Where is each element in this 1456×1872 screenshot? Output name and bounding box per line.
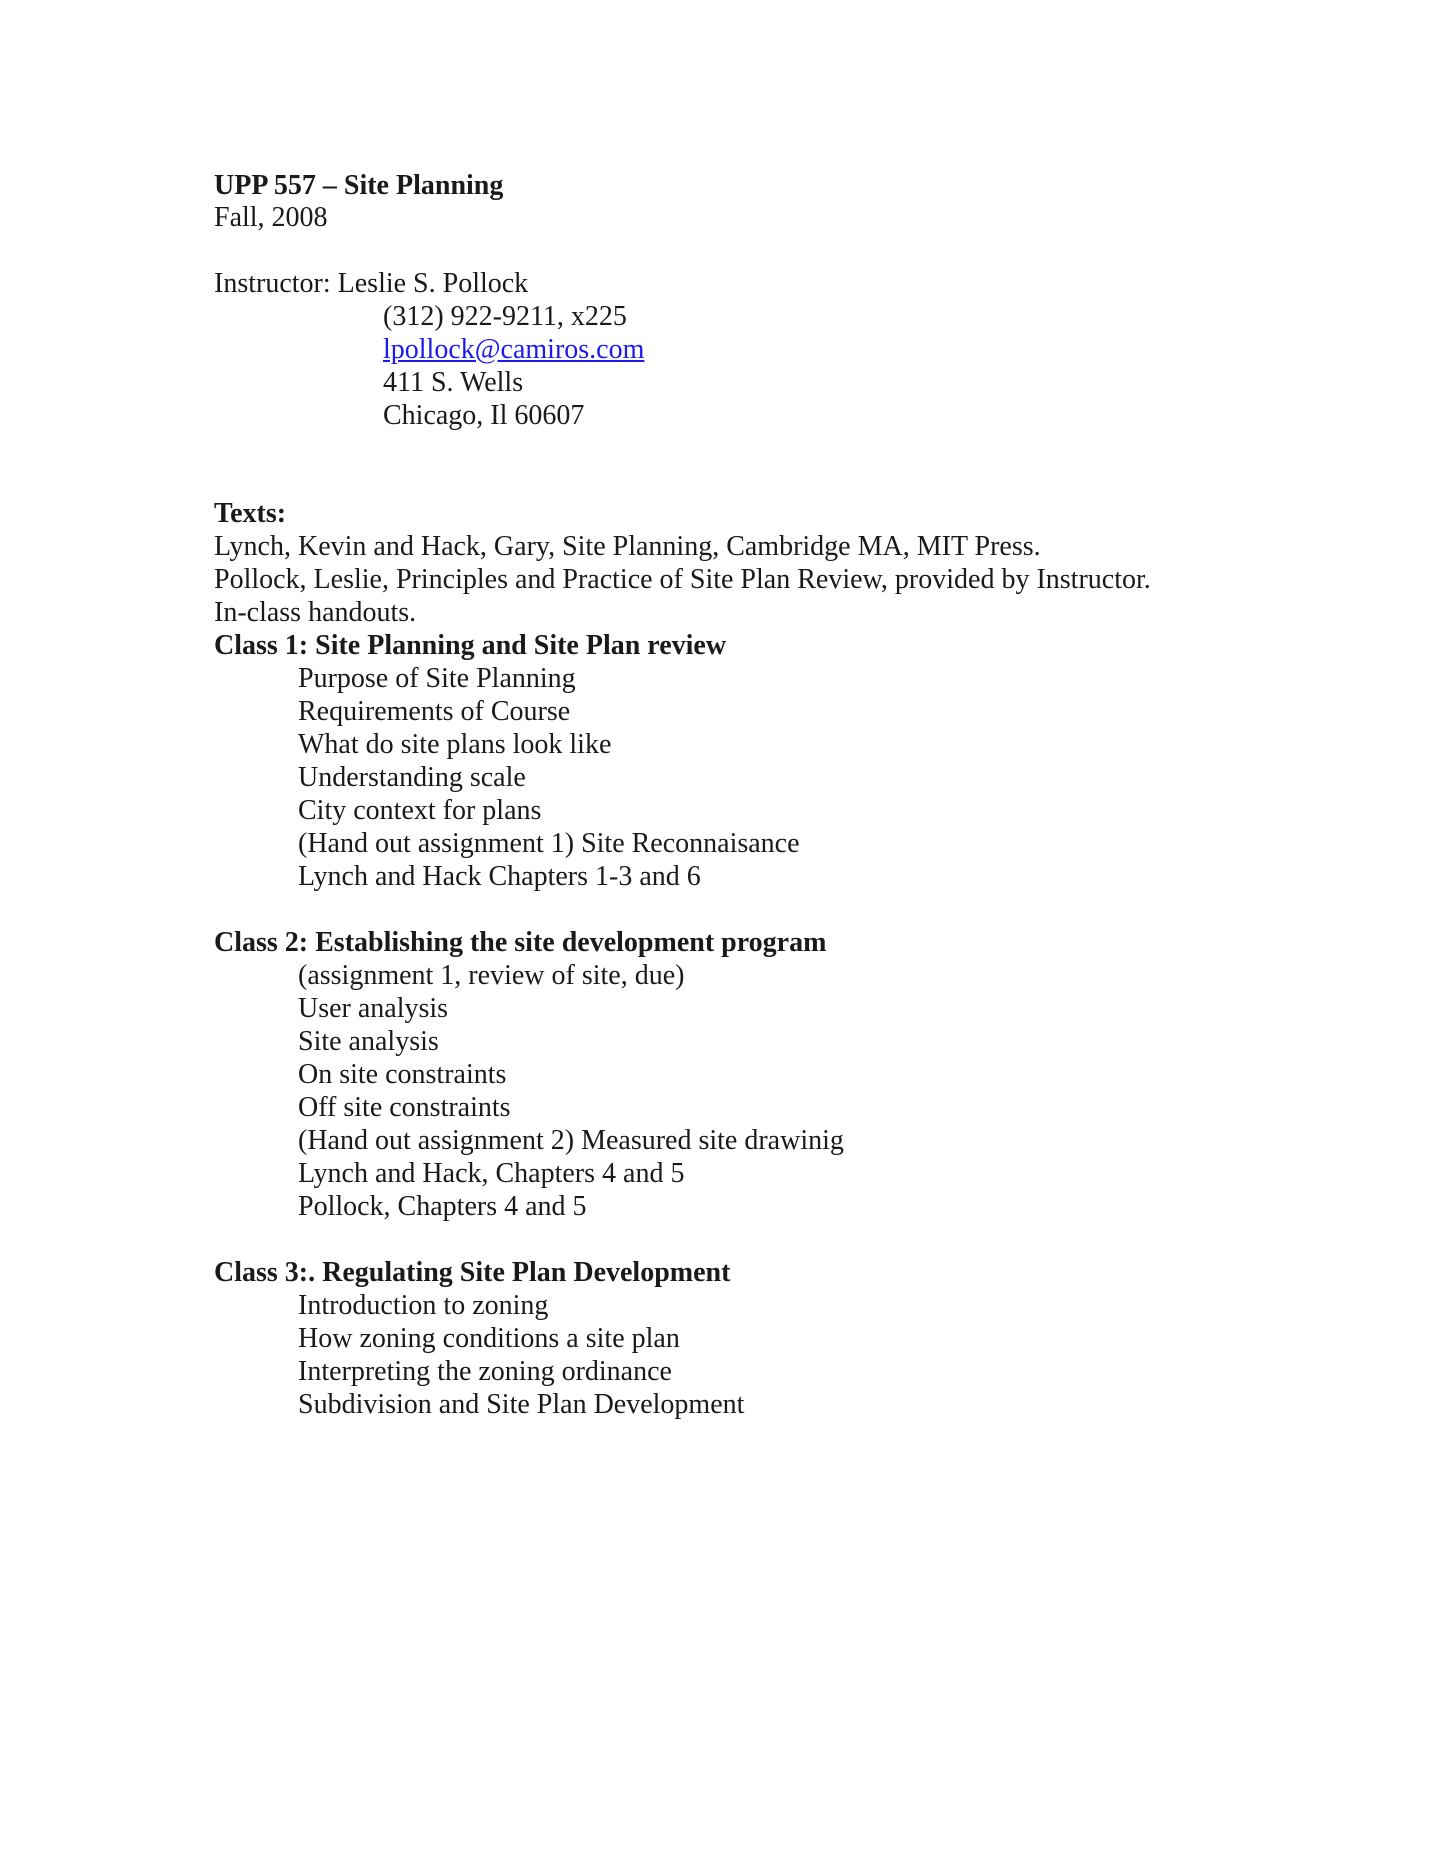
class-topic: Requirements of Course <box>298 696 571 727</box>
class-heading: Class 1: Site Planning and Site Plan review <box>214 630 727 661</box>
class-heading: Class 3:. Regulating Site Plan Development <box>214 1257 731 1288</box>
class-topic: Interpreting the zoning ordinance <box>298 1356 672 1387</box>
class-topic: Off site constraints <box>298 1092 511 1123</box>
class-topic: Understanding scale <box>298 762 526 793</box>
text-item: In-class handouts. <box>214 597 417 628</box>
class-topic: Pollock, Chapters 4 and 5 <box>298 1191 587 1222</box>
class-heading: Class 2: Establishing the site development program <box>214 927 827 958</box>
class-topic: (assignment 1, review of site, due) <box>298 960 685 991</box>
course-title: UPP 557 – Site Planning <box>214 170 504 201</box>
text-item: Lynch, Kevin and Hack, Gary, Site Planning, Cambridge MA, MIT Press. <box>214 531 1041 562</box>
class-topic: Lynch and Hack Chapters 1-3 and 6 <box>298 861 701 892</box>
class-topic: Lynch and Hack, Chapters 4 and 5 <box>298 1158 685 1189</box>
class-topic: Introduction to zoning <box>298 1290 549 1321</box>
texts-heading: Texts: <box>214 498 287 529</box>
class-topic: (Hand out assignment 1) Site Reconnaisance <box>298 828 800 859</box>
class-topic: Subdivision and Site Plan Development <box>298 1389 745 1420</box>
term: Fall, 2008 <box>214 202 328 233</box>
text-item: Pollock, Leslie, Principles and Practice of Site Plan Review, provided by Instructor. <box>214 564 1151 595</box>
instructor-city: Chicago, Il 60607 <box>383 400 585 431</box>
class-topic: City context for plans <box>298 795 542 826</box>
class-topic: What do site plans look like <box>298 729 612 760</box>
class-topic: User analysis <box>298 993 449 1024</box>
instructor-name: Instructor: Leslie S. Pollock <box>214 268 529 299</box>
class-topic: (Hand out assignment 2) Measured site drawinig <box>298 1125 844 1156</box>
instructor-phone: (312) 922-9211, x225 <box>383 301 627 332</box>
class-topic: On site constraints <box>298 1059 507 1090</box>
instructor-email-link[interactable]: lpollock@camiros.com <box>383 334 645 365</box>
instructor-street: 411 S. Wells <box>383 367 524 398</box>
class-topic: How zoning conditions a site plan <box>298 1323 680 1354</box>
class-topic: Purpose of Site Planning <box>298 663 576 694</box>
class-topic: Site analysis <box>298 1026 439 1057</box>
